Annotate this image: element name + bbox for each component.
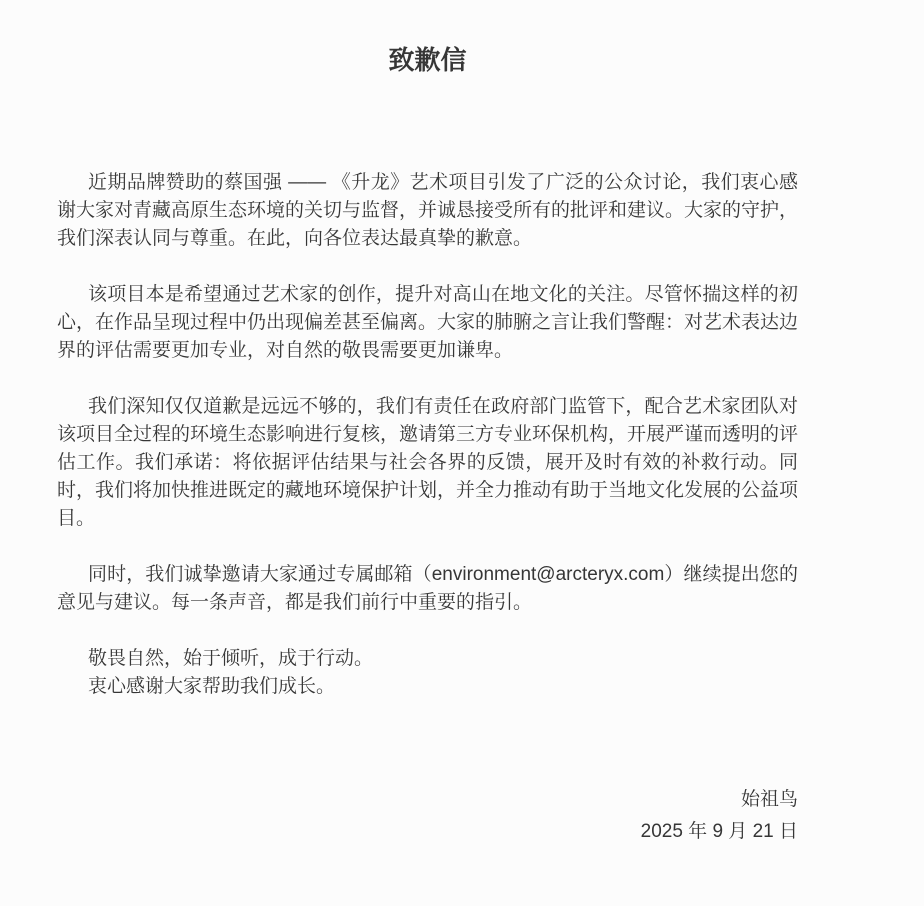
closing-line-1: 敬畏自然，始于倾听，成于行动。 (88, 648, 374, 669)
signature: 始祖鸟 (740, 789, 798, 810)
letter-date: 2025 年 9 月 21 日 (640, 821, 798, 842)
letter-title: 致歉信 (388, 45, 467, 75)
letter-paragraph-4: 同时，我们诚挚邀请大家通过专属邮箱（environment@arcteryx.com）继续提出您的意见与建议。每一条声音，都是我们前行中重要的指引。 (57, 564, 798, 613)
letter-paragraph-3: 我们深知仅仅道歉是远远不够的，我们有责任在政府部门监管下，配合艺术家团队对该项目全过程的环境生态影响进行复核，邀请第三方专业环保机构，开展严谨而透明的评估工作。我们承诺：将依据评估结果与社会各界的反馈，展开及时有效的补救行动。同时，我们将加快推进既定的藏地环境保护计划，并全力推动有助于当地文化发展的公益项目。 (57, 396, 799, 529)
closing-line-2: 衷心感谢大家帮助我们成长。 (88, 676, 336, 697)
letter-paragraph-2: 该项目本是希望通过艺术家的创作，提升对高山在地文化的关注。尽管怀揣这样的初心，在作品呈现过程中仍出现偏差甚至偏离。大家的肺腑之言让我们警醒：对艺术表达边界的评估需要更加专业，对自然的敬畏需要更加谦卑。 (57, 284, 799, 361)
letter-paragraph-1: 近期品牌赞助的蔡国强 —— 《升龙》艺术项目引发了广泛的公众讨论，我们衷心感谢大家对青藏高原生态环境的关切与监督，并诚恳接受所有的批评和建议。大家的守护，我们深表认同与尊重。在此，向各位表达最真挚的歉意。 (57, 172, 799, 249)
